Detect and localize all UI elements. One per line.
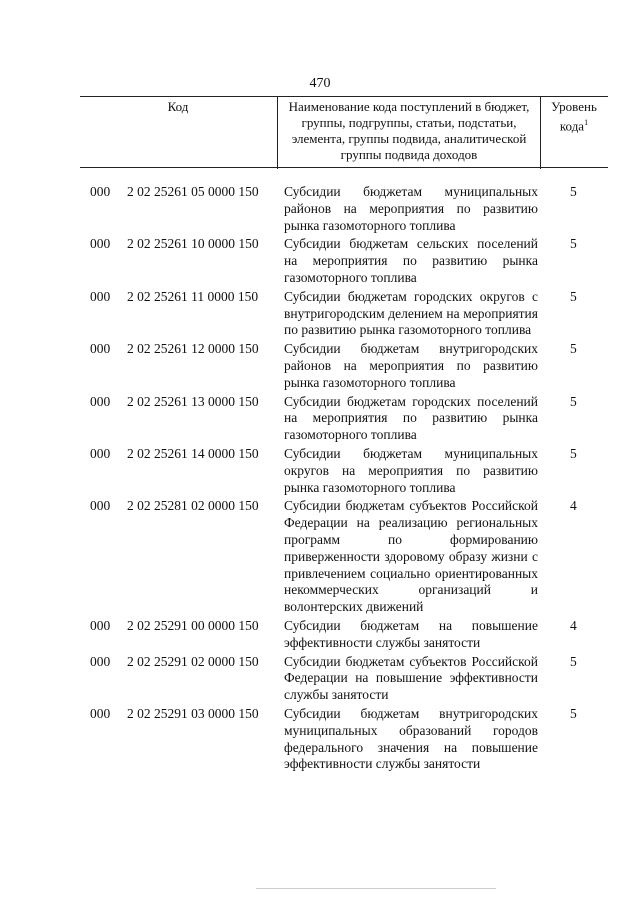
row-name: Субсидии бюджетам внутригородских районов на мероприятия по развитию рынка газомоторного топлива: [284, 341, 538, 390]
row-admin-code: 000: [90, 341, 111, 357]
row-income-code: 2 02 25291 02 0000 150: [127, 653, 259, 669]
row-admin-code: 000: [90, 288, 111, 304]
table-row: [0, 236, 640, 286]
row-level: 5: [570, 288, 577, 304]
table-row: [0, 498, 640, 616]
row-admin-code: 000: [90, 705, 111, 721]
row-level: 5: [570, 393, 577, 409]
row-level: 4: [570, 617, 577, 633]
row-name: Субсидии бюджетам муниципальных округов на мероприятия по развитию рынка газомоторного топлива: [284, 445, 538, 495]
row-income-code: 2 02 25261 12 0000 150: [127, 341, 259, 357]
row-income-code: 2 02 25291 03 0000 150: [127, 705, 259, 721]
table-row: [0, 289, 640, 339]
table-body: [0, 184, 640, 775]
row-name: Субсидии бюджетам муниципальных районов на мероприятия по развитию рынка газомоторного топлива: [284, 184, 538, 233]
row-name: Субсидии бюджетам субъектов Российской Федерации на реализацию региональных программ по формированию приверженности здоровому образу жизни с привлечением социально ориентированных некоммерческих организаций и волонтерских движений: [284, 498, 538, 615]
header-name: Наименование кода поступлений в бюджет, группы, подгруппы, статьи, подстатьи, элемента, группы подвида, аналитической группы подвида доходов: [277, 97, 541, 169]
row-level: 5: [570, 184, 577, 199]
row-admin-code: 000: [90, 236, 111, 252]
row-name: Субсидии бюджетам на повышение эффективности службы занятости: [284, 617, 538, 650]
row-name: Субсидии бюджетам внутригородских муниципальных образований городов федерального значения на повышение эффективности службы занятости: [284, 705, 538, 772]
row-admin-code: 000: [90, 393, 111, 409]
row-income-code: 2 02 25261 05 0000 150: [127, 184, 259, 199]
header-level-label: Уровень кода: [551, 99, 597, 134]
row-income-code: 2 02 25261 14 0000 150: [127, 445, 259, 461]
table-row: [0, 618, 640, 652]
row-level: 5: [570, 236, 577, 252]
table-header: [80, 96, 608, 168]
page-number: 470: [309, 76, 331, 91]
table-row: [0, 341, 640, 391]
table-row: [0, 706, 640, 773]
row-level: 4: [570, 498, 577, 514]
row-admin-code: 000: [90, 653, 111, 669]
header-level: [540, 97, 608, 169]
row-name: Субсидии бюджетам сельских поселений на мероприятия по развитию рынка газомоторного топлива: [284, 236, 538, 285]
header-code: Код: [167, 99, 189, 114]
row-name: Субсидии бюджетам субъектов Российской Федерации на повышение эффективности службы занятости: [284, 653, 538, 703]
row-income-code: 2 02 25261 10 0000 150: [127, 236, 259, 252]
page-bottom-divider: [256, 888, 496, 889]
row-income-code: 2 02 25291 00 0000 150: [127, 617, 259, 633]
row-name: Субсидии бюджетам городских поселений на мероприятия по развитию рынка газомоторного топлива: [284, 393, 538, 443]
row-name: Субсидии бюджетам городских округов с внутригородским делением на мероприятия по развитию рынка газомоторного топлива: [284, 288, 538, 338]
row-level: 5: [570, 445, 577, 461]
row-income-code: 2 02 25281 02 0000 150: [127, 498, 259, 514]
row-admin-code: 000: [90, 617, 111, 633]
row-income-code: 2 02 25261 11 0000 150: [127, 288, 259, 304]
row-level: 5: [570, 653, 577, 669]
table-row: [0, 446, 640, 496]
row-admin-code: 000: [90, 184, 111, 199]
row-level: 5: [570, 341, 577, 357]
row-admin-code: 000: [90, 445, 111, 461]
table-row: [0, 394, 640, 444]
row-income-code: 2 02 25261 13 0000 150: [127, 393, 259, 409]
row-admin-code: 000: [90, 498, 111, 514]
row-level: 5: [570, 705, 577, 721]
table-row: [0, 184, 640, 234]
header-level-footnote: 1: [584, 118, 589, 127]
table-row: [0, 654, 640, 704]
